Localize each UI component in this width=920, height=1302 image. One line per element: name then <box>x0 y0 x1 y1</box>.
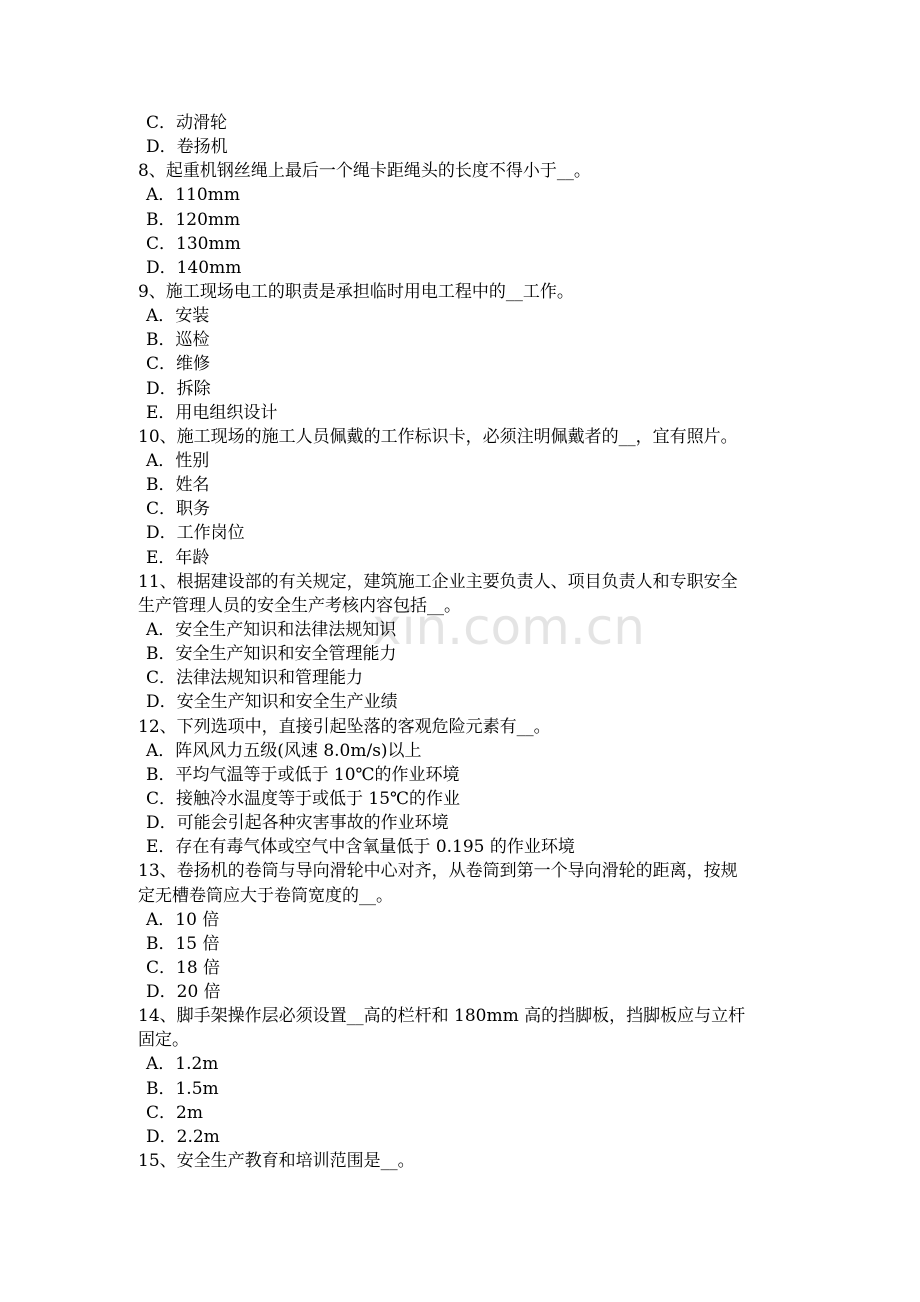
answer-option-line: A．安装 <box>146 306 210 327</box>
answer-option-line: E．存在有毒气体或空气中含氧量低于 0.195 的作业环境 <box>146 837 575 858</box>
answer-option-line: B．1.5m <box>146 1078 219 1099</box>
answer-option-line: A．1.2m <box>146 1054 219 1075</box>
answer-option-line: B．姓名 <box>146 475 210 496</box>
answer-option-line: B．平均气温等于或低于 10℃的作业环境 <box>146 764 460 785</box>
answer-option-line: C．18 倍 <box>146 957 221 978</box>
answer-option-line: C．维修 <box>146 354 211 375</box>
question-text-line: 9、施工现场电工的职责是承担临时用电工程中的__工作。 <box>138 281 574 302</box>
answer-option-line: E．用电组织设计 <box>146 402 278 423</box>
answer-option-line: D．安全生产知识和安全生产业绩 <box>146 692 398 713</box>
answer-option-line: B．120mm <box>146 209 241 230</box>
answer-option-line: D．拆除 <box>146 378 211 399</box>
answer-option-line: B．安全生产知识和安全管理能力 <box>146 644 397 665</box>
watermark-text: xin.com.cn <box>372 598 645 656</box>
answer-option-line: A．10 倍 <box>146 909 220 930</box>
answer-option-line: D．卷扬机 <box>146 137 228 158</box>
answer-option-line: A．安全生产知识和法律法规知识 <box>146 619 397 640</box>
answer-option-line: A．110mm <box>146 185 240 206</box>
exam-questions <box>138 111 798 1173</box>
question-text-line: 13、卷扬机的卷筒与导向滑轮中心对齐，从卷筒到第一个导向滑轮的距离，按规 <box>138 861 738 882</box>
answer-option-line: C．动滑轮 <box>146 113 228 133</box>
answer-option-line: A．阵风风力五级(风速 8.0m/s)以上 <box>146 740 422 761</box>
question-text-line: 15、安全生产教育和培训范围是__。 <box>138 1151 415 1172</box>
question-text-line: 定无槽卷筒应大于卷筒宽度的__。 <box>138 885 393 906</box>
answer-option-line: B．巡检 <box>146 330 210 351</box>
answer-option-line: C．法律法规知识和管理能力 <box>146 668 364 689</box>
answer-option-line: D．工作岗位 <box>146 523 245 544</box>
question-text-line: 14、脚手架操作层必须设置__高的栏杆和 180mm 高的挡脚板，挡脚板应与立杆 <box>138 1006 746 1027</box>
question-text-line: 11、根据建设部的有关规定，建筑施工企业主要负责人、项目负责人和专职安全 <box>138 571 738 592</box>
question-text-line: 生产管理人员的安全生产考核内容包括__。 <box>138 595 461 616</box>
answer-option-line: C．130mm <box>146 233 241 254</box>
answer-option-line: D．可能会引起各种灾害事故的作业环境 <box>146 813 449 834</box>
answer-option-line: C．职务 <box>146 499 211 520</box>
answer-option-line: C．接触冷水温度等于或低于 15℃的作业 <box>146 788 461 809</box>
question-text-line: 8、起重机钢丝绳上最后一个绳卡距绳头的长度不得小于__。 <box>138 161 591 182</box>
answer-option-line: E．年龄 <box>146 547 210 568</box>
answer-option-line: B．15 倍 <box>146 933 220 954</box>
answer-option-line: D．140mm <box>146 257 242 278</box>
answer-option-line: C．2m <box>146 1102 203 1123</box>
question-text-line: 12、下列选项中，直接引起坠落的客观危险元素有__。 <box>138 716 551 737</box>
question-text-line: 10、施工现场的施工人员佩戴的工作标识卡，必须注明佩戴者的__，宜有照片。 <box>138 426 738 447</box>
answer-option-line: D．2.2m <box>146 1126 220 1147</box>
answer-option-line: A．性别 <box>146 450 210 471</box>
question-text-line: 固定。 <box>138 1030 189 1051</box>
answer-option-line: D．20 倍 <box>146 982 221 1003</box>
